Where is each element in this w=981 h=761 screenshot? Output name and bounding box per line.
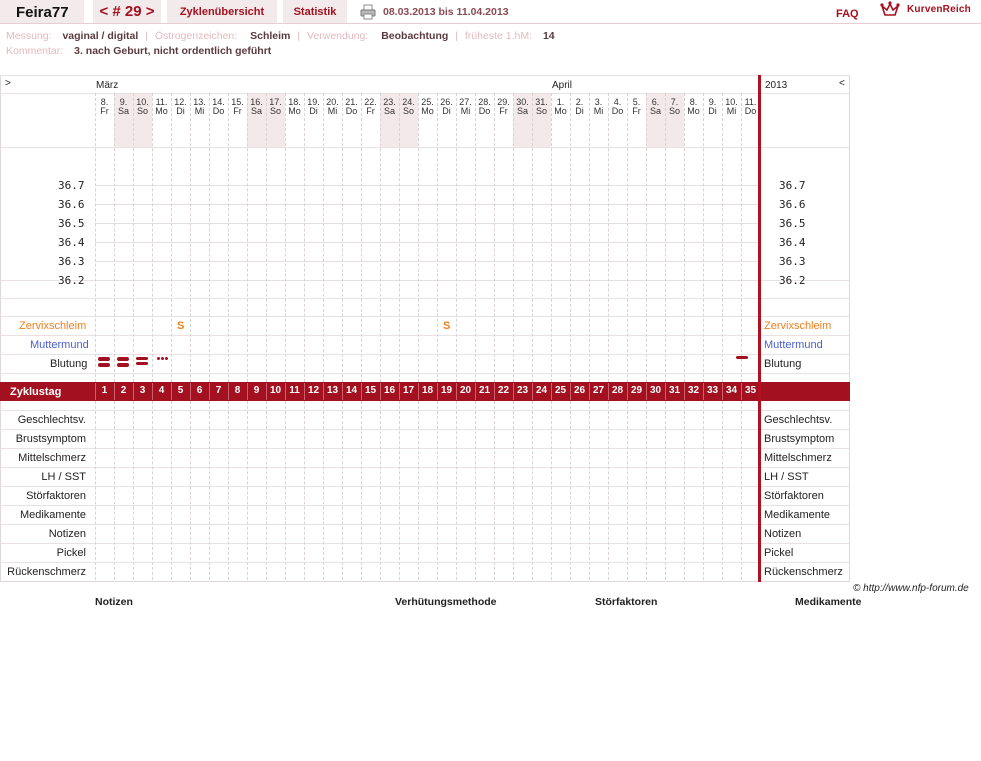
temp-label-right: 36.2 (779, 274, 806, 287)
day-weekday: Di (442, 106, 451, 116)
crown-logo-icon (880, 1, 900, 18)
grid-line (0, 75, 850, 76)
temp-grid-line (95, 261, 758, 262)
cycle-day-number[interactable]: 8 (234, 385, 241, 396)
day-grid-line (380, 401, 381, 580)
temp-label-left: 36.7 (58, 179, 85, 192)
day-weekday: Do (744, 106, 757, 116)
row-label-muttermund: Muttermund (30, 339, 89, 351)
day-weekday: Fr (233, 106, 242, 116)
cycle-day-number[interactable]: 12 (307, 385, 320, 396)
verwendung-value: Beobachtung (381, 30, 449, 42)
temp-label-right: 36.5 (779, 217, 806, 230)
day-weekday: So (668, 106, 680, 116)
cycle-day-number[interactable]: 27 (592, 385, 605, 396)
cycle-day-number[interactable]: 25 (554, 385, 567, 396)
footer-stoerfaktoren: Störfaktoren (595, 596, 658, 608)
cycle-day-number[interactable]: 10 (269, 385, 282, 396)
day-weekday: Do (478, 106, 491, 116)
day-date: 22. (364, 97, 377, 107)
temp-label-left: 36.4 (58, 236, 85, 249)
day-grid-line (665, 93, 666, 382)
day-grid-line (133, 401, 134, 580)
cycle-day-number[interactable]: 14 (345, 385, 358, 396)
cycle-day-number[interactable]: 9 (253, 385, 260, 396)
day-date: 4. (613, 97, 622, 107)
row-label-blutung: Blutung (50, 358, 88, 370)
day-grid-line (608, 93, 609, 382)
day-grid-line (304, 93, 305, 382)
day-grid-line (684, 93, 685, 382)
bleeding-medium-mark[interactable] (136, 362, 148, 365)
day-grid-line (247, 93, 248, 382)
day-grid-line (627, 93, 628, 382)
day-date: 20. (326, 97, 339, 107)
cycle-day-label: Zyklustag (10, 386, 62, 398)
day-grid-line (456, 93, 457, 382)
day-grid-line (190, 401, 191, 580)
day-weekday: Do (345, 106, 358, 116)
day-weekday: Mo (554, 106, 567, 116)
day-date: 29. (497, 97, 510, 107)
next-cycle-arrow[interactable]: < (839, 78, 845, 89)
temp-label-right: 36.4 (779, 236, 806, 249)
day-weekday: Do (611, 106, 624, 116)
day-grid-line (171, 93, 172, 382)
day-date: 18. (288, 97, 301, 107)
day-weekday: Sa (250, 106, 262, 116)
zervix-mark[interactable]: S (443, 320, 451, 332)
day-grid-line (95, 401, 96, 580)
symptom-row-label: LH / SST (41, 471, 86, 483)
separator: | (145, 30, 148, 42)
cycle-day-number[interactable]: 28 (611, 385, 624, 396)
day-grid-line (418, 401, 419, 580)
symptom-row-label: Brustsymptom (15, 433, 86, 445)
day-grid-line (380, 93, 381, 382)
day-grid-line (437, 93, 438, 382)
cycle-day-number[interactable]: 19 (440, 385, 453, 396)
day-date: 27. (459, 97, 472, 107)
day-grid-line (494, 401, 495, 580)
day-date: 28. (478, 97, 491, 107)
day-grid-line (532, 93, 533, 382)
month-label: April (552, 80, 573, 91)
frueheste-value: 14 (542, 30, 555, 42)
day-weekday: Mi (593, 106, 604, 116)
day-grid-line (570, 401, 571, 580)
day-grid-line (228, 93, 229, 382)
comment-info (6, 45, 271, 57)
day-date: 15. (231, 97, 244, 107)
day-grid-line (494, 93, 495, 382)
day-date: 1. (556, 97, 565, 107)
cycle-day-number[interactable]: 16 (383, 385, 396, 396)
cycle-day-number[interactable]: 2 (120, 385, 127, 396)
cycle-day-number[interactable]: 22 (497, 385, 510, 396)
day-weekday: Fr (100, 106, 109, 116)
day-grid-line (456, 401, 457, 580)
day-grid-line (285, 401, 286, 580)
row-label-zervix: Zervixschleim (19, 320, 87, 332)
row-label-zervix-right: Zervixschleim (764, 320, 832, 332)
cycle-day-number[interactable]: 34 (725, 385, 738, 396)
cycle-day-number[interactable]: 30 (649, 385, 662, 396)
day-weekday: Mi (327, 106, 338, 116)
day-weekday: Di (708, 106, 717, 116)
day-grid-line (741, 401, 742, 580)
day-weekday: Fr (366, 106, 375, 116)
day-grid-line (228, 401, 229, 580)
day-date: 14. (212, 97, 225, 107)
measurement-info (6, 30, 555, 42)
day-grid-line (209, 93, 210, 382)
temp-grid-line (95, 185, 758, 186)
footer-notizen: Notizen (95, 596, 133, 608)
row-label-muttermund-right: Muttermund (764, 339, 823, 351)
day-date: 9. (119, 97, 128, 107)
temp-label-right: 36.3 (779, 255, 806, 268)
top-nav (0, 0, 981, 26)
cycle-day-number[interactable]: 35 (744, 385, 757, 396)
symptom-row-label-right: Mittelschmerz (764, 452, 832, 464)
cycle-day-number[interactable]: 32 (687, 385, 700, 396)
day-grid-line (646, 93, 647, 382)
cycle-day-number[interactable]: 6 (196, 385, 203, 396)
day-weekday: Mo (687, 106, 700, 116)
day-weekday: So (269, 106, 281, 116)
day-grid-line (323, 401, 324, 580)
temp-label-left: 36.5 (58, 217, 85, 230)
day-date: 2. (575, 97, 584, 107)
cycle-day-number[interactable]: 23 (516, 385, 529, 396)
cycle-day-number[interactable]: 29 (630, 385, 643, 396)
day-grid-line (399, 401, 400, 580)
temp-label-right: 36.6 (779, 198, 806, 211)
day-grid-line (361, 93, 362, 382)
cycle-day-number[interactable]: 21 (478, 385, 491, 396)
copyright: © http://www.nfp-forum.de (853, 583, 969, 594)
symptom-row-label-right: Geschlechtsv. (764, 414, 833, 426)
temp-grid-line (95, 242, 758, 243)
oestrogen-value: Schleim (250, 30, 291, 42)
bleeding-spotting-dot[interactable] (165, 357, 168, 360)
cycle-day-number[interactable]: 20 (459, 385, 472, 396)
row-label-blutung-right: Blutung (764, 358, 802, 370)
frueheste-key: früheste 1.hM: (464, 30, 533, 42)
faq-link[interactable]: FAQ (836, 8, 859, 20)
day-weekday: Fr (632, 106, 641, 116)
cycle-day-number[interactable]: 15 (364, 385, 377, 396)
bleeding-heavy-mark[interactable] (117, 357, 129, 361)
day-grid-line (646, 401, 647, 580)
cycle-day-number[interactable]: 11 (289, 385, 300, 396)
day-grid-line (285, 93, 286, 382)
temp-grid-line (95, 223, 758, 224)
day-date: 8. (100, 97, 109, 107)
footer-medikamente: Medikamente (795, 596, 862, 608)
day-grid-line (266, 93, 267, 382)
symptom-row-label-right: LH / SST (764, 471, 809, 483)
day-weekday: Mo (421, 106, 434, 116)
symptom-row-label-right: Störfaktoren (764, 490, 824, 502)
symptom-row-label: Notizen (48, 528, 86, 540)
cycle-day-number[interactable]: 5 (177, 385, 184, 396)
day-date: 30. (516, 97, 529, 107)
day-grid-line (684, 401, 685, 580)
header-divider (0, 23, 981, 24)
symptom-row-label: Störfaktoren (26, 490, 86, 502)
day-date: 16. (250, 97, 263, 107)
day-grid-line (551, 401, 552, 580)
day-grid-line (152, 93, 153, 382)
day-date: 11. (155, 97, 168, 107)
day-grid-line (570, 93, 571, 382)
day-date: 8. (689, 97, 698, 107)
messung-key: Messung: (6, 30, 52, 42)
cycle-day-number[interactable]: 33 (706, 385, 719, 396)
day-date: 24. (402, 97, 415, 107)
day-grid-line (589, 401, 590, 580)
day-grid-line (475, 93, 476, 382)
day-grid-line (361, 401, 362, 580)
symptom-row-label-right: Rückenschmerz (764, 566, 843, 578)
bleeding-heavy-mark[interactable] (117, 363, 129, 367)
cycle-nav-button[interactable]: < # 29 > (93, 0, 161, 24)
day-weekday: Mo (288, 106, 301, 116)
day-weekday: Di (575, 106, 584, 116)
day-grid-line (133, 93, 134, 382)
day-grid-line (475, 401, 476, 580)
day-grid-line (513, 93, 514, 382)
username: Feira77 (0, 0, 84, 24)
day-weekday: So (402, 106, 414, 116)
symptom-row-label-right: Medikamente (764, 509, 831, 521)
day-grid-line (114, 401, 115, 580)
cycle-day-number[interactable]: 7 (215, 385, 222, 396)
cycle-overview-button[interactable]: Zyklenübersicht (167, 0, 277, 24)
day-date: 10. (725, 97, 738, 107)
day-date: 17. (269, 97, 282, 107)
day-weekday: Mi (460, 106, 471, 116)
day-weekday: Mi (726, 106, 737, 116)
day-grid-line (741, 93, 742, 382)
messung-value: vaginal / digital (62, 30, 139, 42)
zervix-mark[interactable]: S (177, 320, 185, 332)
day-grid-line (399, 93, 400, 382)
cycle-day-number[interactable]: 31 (668, 385, 681, 396)
cycle-day-number[interactable]: 4 (158, 385, 165, 396)
footer-verhuetung: Verhütungsmethode (395, 596, 497, 608)
day-grid-line (95, 93, 96, 382)
day-weekday: Do (212, 106, 225, 116)
day-date: 21. (345, 97, 358, 107)
prev-cycle-arrow[interactable]: > (5, 78, 11, 89)
day-weekday: Fr (499, 106, 508, 116)
day-grid-line (266, 401, 267, 580)
day-weekday: Sa (383, 106, 395, 116)
separator: | (455, 30, 458, 42)
day-grid-line (437, 401, 438, 580)
cycle-day-number[interactable]: 1 (101, 385, 108, 396)
symptom-row-label-right: Pickel (764, 547, 794, 559)
day-grid-line (703, 401, 704, 580)
symptom-row-label: Medikamente (19, 509, 86, 521)
day-grid-line (532, 401, 533, 580)
day-grid-line (551, 93, 552, 382)
day-grid-line (722, 401, 723, 580)
day-date: 10. (136, 97, 149, 107)
temp-label-right: 36.7 (779, 179, 806, 192)
bleeding-heavy-mark[interactable] (98, 357, 110, 361)
day-date: 11. (744, 97, 757, 107)
day-grid-line (171, 401, 172, 580)
day-grid-line (627, 401, 628, 580)
bleeding-heavy-mark[interactable] (98, 363, 110, 367)
day-grid-line (152, 401, 153, 580)
year-label: 2013 (765, 80, 788, 91)
day-grid-line (608, 401, 609, 580)
day-weekday: Di (176, 106, 185, 116)
day-date: 19. (307, 97, 320, 107)
day-grid-line (589, 93, 590, 382)
day-date: 25. (421, 97, 434, 107)
month-label: März (96, 80, 119, 91)
day-grid-line (703, 93, 704, 382)
symptom-row-label-right: Brustsymptom (764, 433, 835, 445)
day-date: 9. (708, 97, 717, 107)
separator: | (297, 30, 301, 42)
day-grid-line (190, 93, 191, 382)
logo-text: KurvenReich (907, 4, 971, 15)
bleeding-spotting-dot[interactable] (161, 357, 164, 360)
verwendung-key: Verwendung: (306, 30, 369, 42)
cycle-day-number[interactable]: 24 (535, 385, 548, 396)
day-date: 3. (594, 97, 603, 107)
day-weekday: So (535, 106, 547, 116)
symptom-row-label: Geschlechtsv. (17, 414, 86, 426)
day-weekday: Sa (516, 106, 528, 116)
day-grid-line (209, 401, 210, 580)
day-weekday: Sa (649, 106, 661, 116)
symptom-row-label: Rückenschmerz (7, 566, 86, 578)
cycle-day-number[interactable]: 26 (573, 385, 586, 396)
day-grid-line (247, 401, 248, 580)
day-date: 23. (383, 97, 396, 107)
symptom-row-label-right: Notizen (764, 528, 802, 540)
day-date: 6. (651, 97, 660, 107)
bleeding-light-mark[interactable] (736, 356, 748, 359)
day-date: 7. (670, 97, 679, 107)
day-grid-line (722, 93, 723, 382)
temp-grid-line (95, 204, 758, 205)
day-weekday: Mi (194, 106, 205, 116)
day-weekday: Di (309, 106, 318, 116)
day-date: 26. (440, 97, 453, 107)
cycle-day-number[interactable]: 13 (326, 385, 339, 396)
temp-label-left: 36.2 (58, 274, 85, 287)
date-range: 08.03.2013 bis 11.04.2013 (383, 6, 509, 18)
cycle-day-number[interactable]: 18 (421, 385, 434, 396)
bleeding-spotting-dot[interactable] (157, 357, 160, 360)
day-grid-line (304, 401, 305, 580)
cycle-day-number[interactable]: 17 (402, 385, 415, 396)
symptom-row-label: Pickel (56, 547, 86, 559)
day-grid-line (418, 93, 419, 382)
day-date: 5. (632, 97, 641, 107)
cycle-day-number[interactable]: 3 (139, 385, 146, 396)
day-grid-line (114, 93, 115, 382)
day-weekday: Mo (155, 106, 168, 116)
day-weekday: Sa (117, 106, 129, 116)
temp-label-left: 36.6 (58, 198, 85, 211)
day-weekday: So (136, 106, 148, 116)
day-grid-line (323, 93, 324, 382)
printer-icon[interactable] (360, 4, 376, 20)
day-grid-line (665, 401, 666, 580)
day-date: 31. (535, 97, 548, 107)
bleeding-medium-mark[interactable] (136, 357, 148, 360)
day-date: 13. (193, 97, 206, 107)
temp-label-left: 36.3 (58, 255, 85, 268)
oestrogen-key: Östrogenzeichen: (154, 30, 238, 42)
temp-grid-line (95, 280, 758, 281)
cycle-end-marker (758, 75, 761, 582)
statistics-button[interactable]: Statistik (283, 0, 347, 24)
day-grid-line (342, 93, 343, 382)
day-grid-line (342, 401, 343, 580)
kommentar-value: 3. nach Geburt, nicht ordentlich geführt (74, 45, 272, 57)
kommentar-key: Kommentar: (6, 45, 64, 57)
day-grid-line (513, 401, 514, 580)
symptom-row-label: Mittelschmerz (18, 452, 86, 464)
day-date: 12. (174, 97, 187, 107)
